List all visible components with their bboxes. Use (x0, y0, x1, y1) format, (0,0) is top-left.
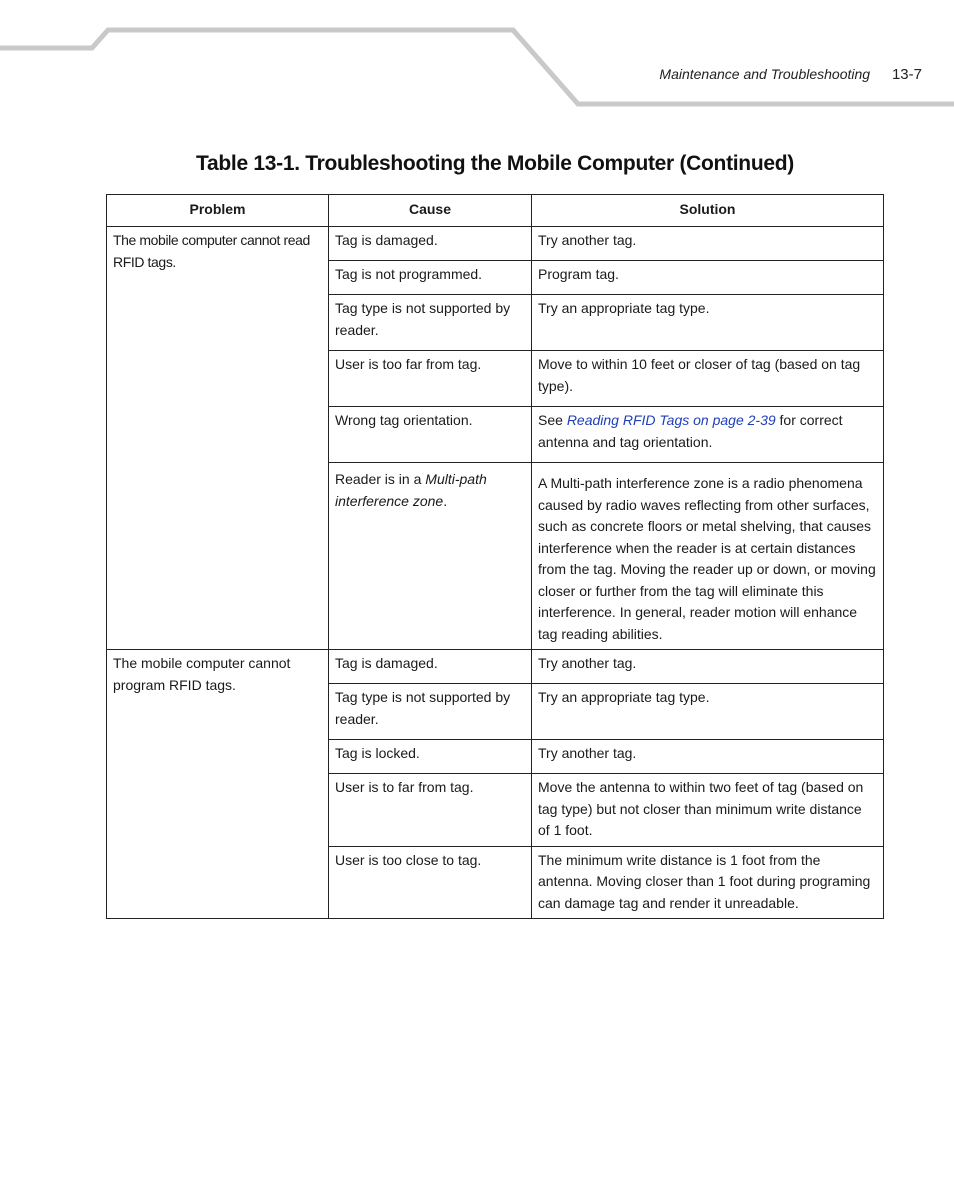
cause-cell: Tag is damaged. (329, 227, 532, 261)
solution-text: A Multi-path interference zone is a radio phenomena caused by radio waves reflecting from other surfaces, such as concrete floors or metal shelving, that causes interference when the reader is at certain distances from the tag. Moving the reader up or down, or moving closer or further from the tag will eliminate this interference. In general, reader motion will enhance tag reading abilities. (538, 475, 876, 642)
table-row (107, 227, 884, 261)
cause-cell: User is to far from tag. (329, 774, 532, 847)
cause-cell: Tag type is not supported by reader. (329, 295, 532, 351)
solution-cell: The minimum write distance is 1 foot from the antenna. Moving closer than 1 foot during programing can damage tag and render it unreadable. (532, 846, 884, 919)
solution-cell: Move to within 10 feet or closer of tag (based on tag type). (532, 351, 884, 407)
cause-prefix: Reader is in a (335, 471, 426, 487)
column-header-solution: Solution (532, 195, 884, 227)
problem-text: The mobile computer cannot read RFID tags. (113, 232, 310, 270)
solution-cell (532, 463, 884, 650)
cause-cell (329, 463, 532, 650)
table-row (107, 650, 884, 684)
solution-cell: Move the antenna to within two feet of tag (based on tag type) but not closer than minimum write distance of 1 foot. (532, 774, 884, 847)
problem-cell (107, 227, 329, 650)
column-header-cause: Cause (329, 195, 532, 227)
table-header-row (107, 195, 884, 227)
problem-cell: The mobile computer cannot program RFID tags. (107, 650, 329, 919)
solution-cell: Program tag. (532, 261, 884, 295)
solution-cell (532, 407, 884, 463)
cause-cell: User is too far from tag. (329, 351, 532, 407)
header-decoration (0, 0, 954, 120)
cause-cell: Tag is damaged. (329, 650, 532, 684)
table-title: Table 13-1. Troubleshooting the Mobile Computer (Continued) (196, 152, 794, 175)
running-head (659, 66, 922, 83)
cause-cell: Wrong tag orientation. (329, 407, 532, 463)
solution-cell: Try another tag. (532, 227, 884, 261)
cause-suffix: . (443, 492, 448, 509)
cause-cell: Tag is locked. (329, 740, 532, 774)
column-header-problem: Problem (107, 195, 329, 227)
cause-cell: Tag type is not supported by reader. (329, 684, 532, 740)
cause-cell: User is too close to tag. (329, 846, 532, 919)
solution-cell: Try an appropriate tag type. (532, 684, 884, 740)
section-title: Maintenance and Troubleshooting (659, 66, 871, 82)
solution-prefix: See (538, 412, 567, 428)
page-number: 13-7 (891, 66, 922, 83)
solution-suffix: for correct antenna and tag orientation. (538, 412, 843, 450)
solution-cell: Try another tag. (532, 740, 884, 774)
solution-cell: Try another tag. (532, 650, 884, 684)
cause-italic-term: Multi-path interference zone (335, 471, 487, 509)
cause-cell: Tag is not programmed. (329, 261, 532, 295)
cross-reference-link[interactable]: Reading RFID Tags on page 2-39 (566, 412, 776, 428)
solution-cell: Try an appropriate tag type. (532, 295, 884, 351)
troubleshooting-table (106, 194, 884, 919)
